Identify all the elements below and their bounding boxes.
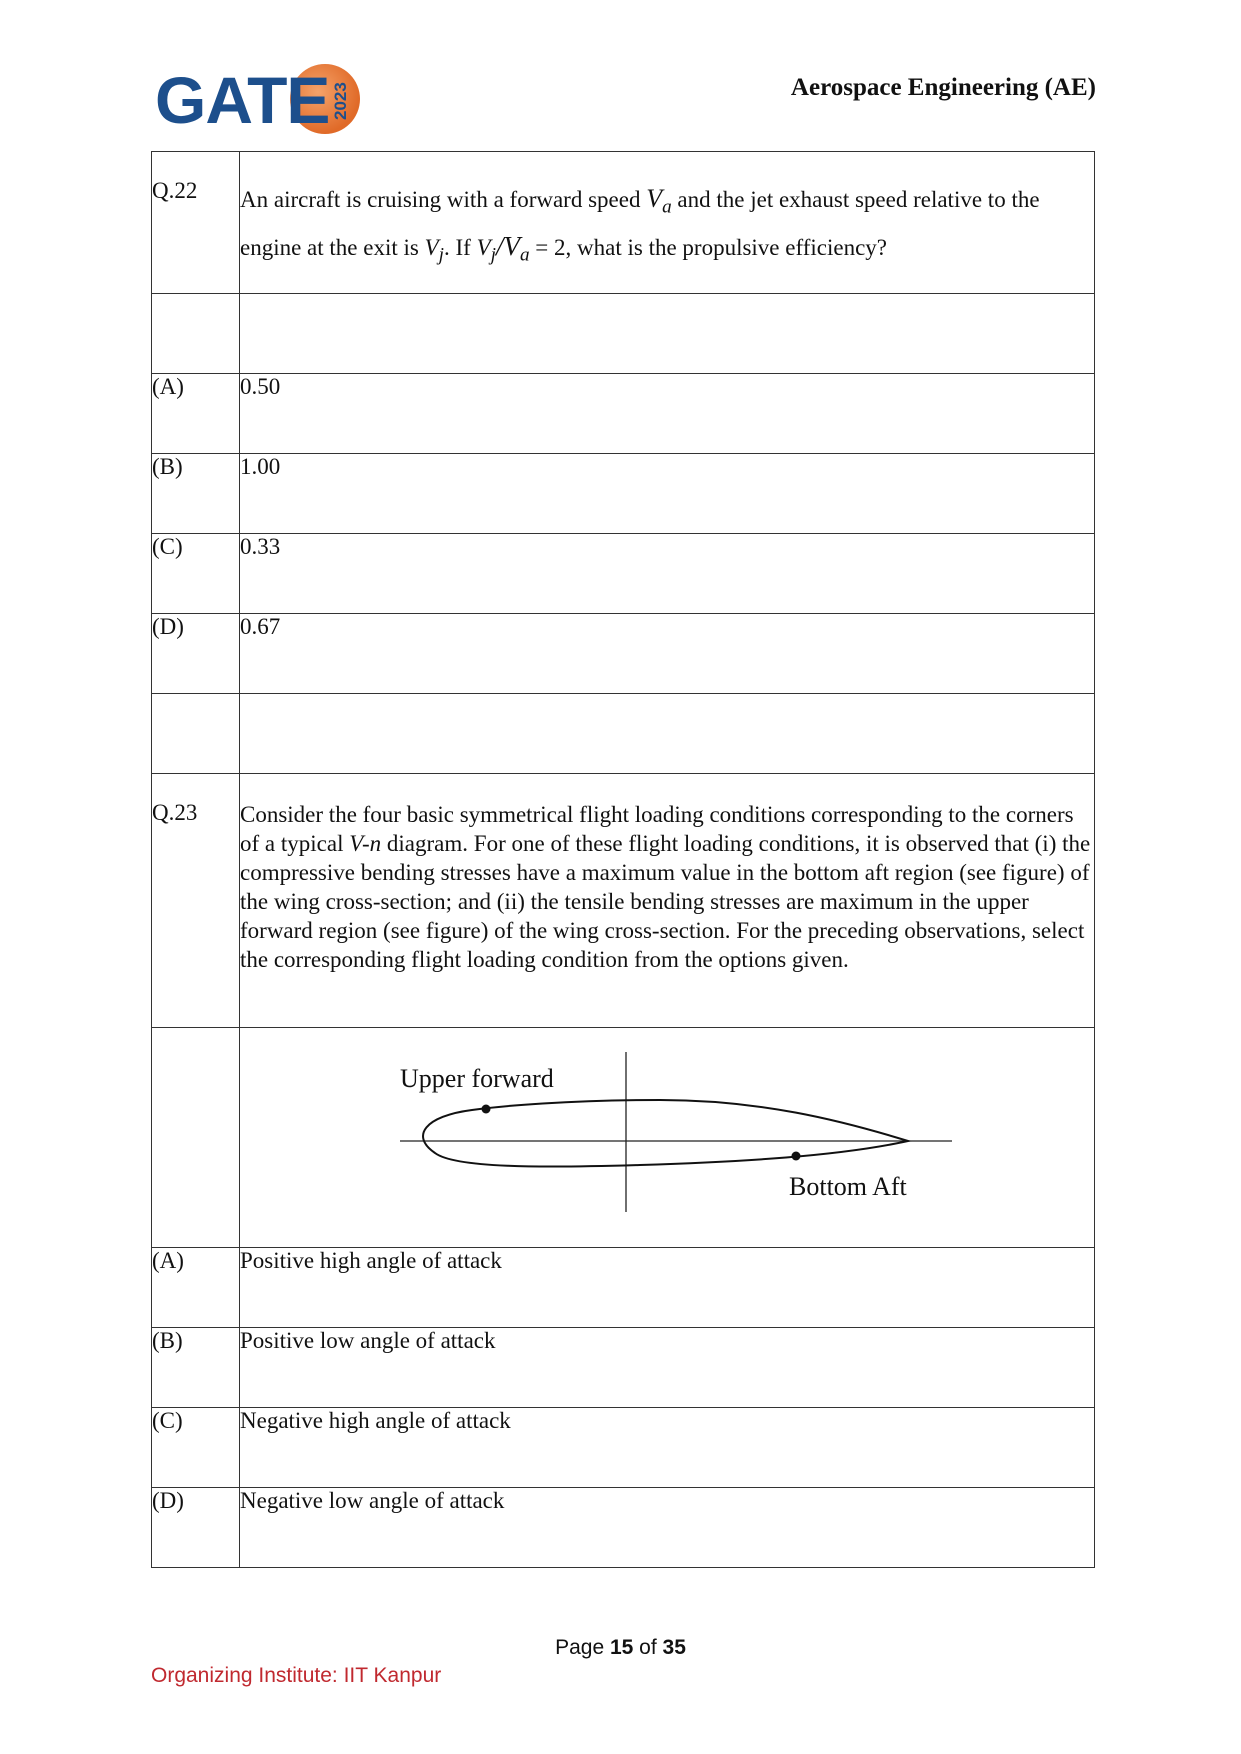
option-text: Positive low angle of attack: [240, 1328, 1095, 1408]
option-row[interactable]: [152, 534, 1095, 614]
airfoil-diagram: [240, 1028, 1094, 1246]
option-label: (C): [152, 534, 240, 614]
question-number-cell: [152, 774, 240, 1028]
question-text: An aircraft is cruising with a forward speed $V_a$ and the jet exhaust speed relative to the engine at the exit is $V_j$. If $V_j/V_a = 2$, what is the propulsive efficiency?: [240, 184, 1040, 266]
airfoil-outline: [423, 1100, 908, 1167]
bottom-aft-label: Bottom Aft: [789, 1172, 907, 1201]
question-row: [152, 774, 1095, 1028]
question-number: Q.23: [152, 800, 198, 825]
question-number: Q.22: [152, 178, 198, 203]
option-row[interactable]: [152, 614, 1095, 694]
upper-forward-label: Upper forward: [400, 1064, 554, 1093]
gate-logo: [155, 60, 365, 140]
option-label: (D): [152, 614, 240, 694]
option-row[interactable]: [152, 1328, 1095, 1408]
option-label: (B): [152, 1328, 240, 1408]
option-row[interactable]: [152, 374, 1095, 454]
subject-title: Aerospace Engineering (AE): [790, 74, 1096, 101]
organizing-institute: Organizing Institute: IIT Kanpur: [151, 1664, 442, 1687]
question-text-cell: [240, 774, 1095, 1028]
question-text: Consider the four basic symmetrical flight loading conditions corresponding to the corners of a typical V-n diagram. For one of these flight loading conditions, it is observed that (i) the compressive bending stresses have a maximum value in the bottom aft region (see figure) of the wing cross-section; and (ii) the tensile bending stresses are maximum in the upper forward region (see figure) of the wing cross-section. For the preceding observations, select the corresponding flight loading condition from the options given.: [240, 802, 1091, 972]
bottom-aft-point: [792, 1152, 801, 1161]
option-text: Positive high angle of attack: [240, 1248, 1095, 1328]
upper-forward-point: [482, 1105, 491, 1114]
option-label: (D): [152, 1488, 240, 1568]
option-text: 0.33: [240, 534, 1095, 614]
option-label: (A): [152, 1248, 240, 1328]
option-row[interactable]: [152, 1408, 1095, 1488]
question-table: [151, 151, 1095, 1568]
option-label: (B): [152, 454, 240, 534]
page-number: Page 15 of 35: [555, 1636, 686, 1659]
option-label: (A): [152, 374, 240, 454]
option-text: Negative high angle of attack: [240, 1408, 1095, 1488]
question-number-cell: [152, 152, 240, 294]
option-text: 0.50: [240, 374, 1095, 454]
spacer-row: [152, 694, 1095, 774]
option-row[interactable]: [152, 454, 1095, 534]
question-text-cell: [240, 152, 1095, 294]
logo-year: 2023: [331, 82, 350, 120]
logo-text: GATE: [155, 63, 330, 137]
option-text: 0.67: [240, 614, 1095, 694]
option-row[interactable]: [152, 1248, 1095, 1328]
option-row[interactable]: [152, 1488, 1095, 1568]
figure-row: [152, 1028, 1095, 1248]
option-text: Negative low angle of attack: [240, 1488, 1095, 1568]
option-label: (C): [152, 1408, 240, 1488]
airfoil-figure: [240, 1028, 1094, 1246]
question-row: [152, 152, 1095, 294]
spacer-row: [152, 294, 1095, 374]
option-text: 1.00: [240, 454, 1095, 534]
